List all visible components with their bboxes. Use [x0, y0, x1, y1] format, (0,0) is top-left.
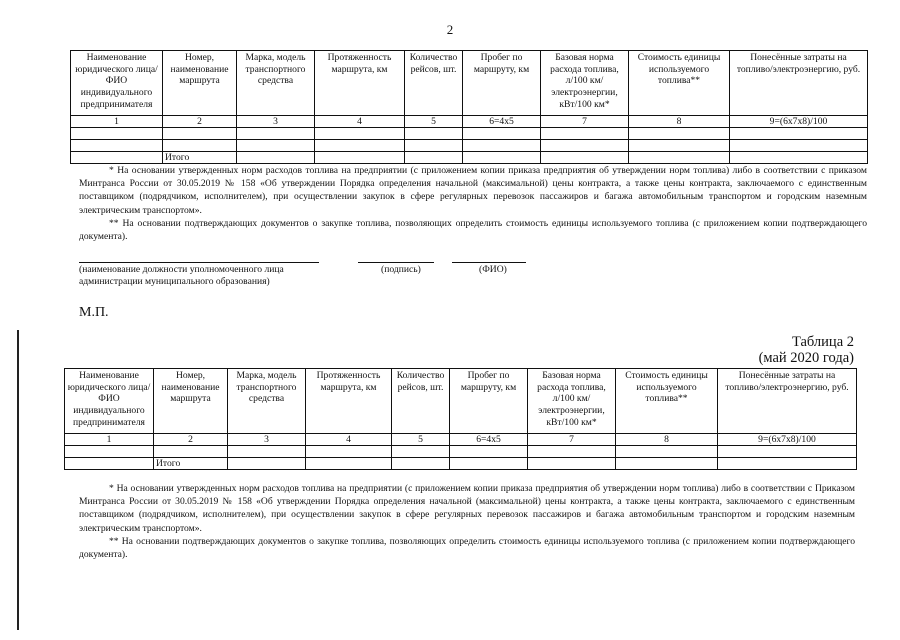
column-number: 7 [541, 116, 629, 128]
table-row [71, 140, 868, 152]
column-header: Номер, наименование маршрута [163, 51, 237, 116]
table-cell [65, 446, 154, 458]
column-header: Количество рейсов, шт. [392, 369, 450, 434]
table-cell [71, 128, 163, 140]
table-cell [463, 128, 541, 140]
position-caption: (наименование должности уполномоченного лица администрации муниципального образования) [79, 264, 284, 287]
position-signature-line [79, 262, 319, 263]
footnote-fuel-cost: ** На основании подтверждающих документов о закупке топлива, позволяющих определить стоимость единицы используемого топлива (с приложением копии подтверждающего документа). [79, 217, 867, 243]
table-cell [237, 140, 315, 152]
table-cell [528, 458, 616, 470]
column-header: Наименование юридического лица/ФИО индивидуального предпринимателя [71, 51, 163, 116]
column-header: Базовая норма расхода топлива, л/100 км/электроэнергии, кВт/100 км* [541, 51, 629, 116]
name-signature-line [452, 262, 526, 263]
column-number: 2 [154, 434, 228, 446]
table-cell [228, 446, 306, 458]
table-2-period: (май 2020 года) [758, 350, 854, 366]
name-caption: (ФИО) [479, 264, 507, 275]
column-number-row [71, 116, 868, 128]
table-cell [405, 128, 463, 140]
footnote-fuel-cost: ** На основании подтверждающих документов о закупке топлива, позволяющих определить стоимость единицы используемого топлива (с приложением копии подтверждающего документа). [79, 535, 855, 561]
table-cell [71, 152, 163, 164]
table-cell [730, 140, 868, 152]
fuel-cost-table-2 [64, 368, 857, 470]
table-2-title: Таблица 2 [791, 334, 854, 350]
table-cell [392, 446, 450, 458]
footnote-fuel-norms: * На основании утвержденных норм расходов топлива на предприятии (с приложением копии приказа предприятия об утверждении норм топлива) либо в соответствии с Приказом Минтранса России от 30.05.2019 № 158 «Об утверждении Порядка определения начальной (максимальной) цены контракта, а также цены контракта, заключаемого с единственным поставщиком (подрядчиком, исполнителем), при осуществлении закупок в сфере регулярных перевозок пассажиров и багажа автомобильным транспортом и городским наземным электрическим транспортом». [79, 483, 855, 534]
table-cell [718, 446, 857, 458]
table-cell [65, 458, 154, 470]
column-number: 4 [306, 434, 392, 446]
table-cell [450, 446, 528, 458]
column-header: Стоимость единицы используемого топлива** [616, 369, 718, 434]
table-cell [541, 140, 629, 152]
total-row [65, 458, 857, 470]
stamp-label: М.П. [79, 305, 109, 320]
table-cell [237, 152, 315, 164]
page-number: 2 [446, 22, 454, 37]
total-label: Итого [163, 152, 237, 164]
table-cell [405, 140, 463, 152]
column-number: 8 [629, 116, 730, 128]
table-cell [463, 140, 541, 152]
column-number: 1 [65, 434, 154, 446]
column-number: 1 [71, 116, 163, 128]
table-cell [528, 446, 616, 458]
table-cell [629, 140, 730, 152]
table-cell [306, 446, 392, 458]
table-cell [392, 458, 450, 470]
table-cell [315, 152, 405, 164]
table-cell [718, 458, 857, 470]
table-cell [163, 140, 237, 152]
table-row [71, 128, 868, 140]
table-cell [405, 152, 463, 164]
sign-signature-line [358, 262, 434, 263]
column-number: 9=(6x7x8)/100 [718, 434, 857, 446]
table-cell [315, 128, 405, 140]
table-cell [71, 140, 163, 152]
table-cell [163, 128, 237, 140]
table-cell [541, 152, 629, 164]
column-header: Понесённые затраты на топливо/электроэнергию, руб. [718, 369, 857, 434]
table-cell [730, 128, 868, 140]
table-cell [306, 458, 392, 470]
column-number: 5 [405, 116, 463, 128]
table-cell [154, 446, 228, 458]
column-number: 7 [528, 434, 616, 446]
table-2-heading [759, 334, 854, 366]
table-cell [616, 446, 718, 458]
column-header: Протяженность маршрута, км [315, 51, 405, 116]
column-header: Наименование юридического лица/ФИО индивидуального предпринимателя [65, 369, 154, 434]
table-header-row [65, 369, 857, 434]
column-number: 9=(6x7x8)/100 [730, 116, 868, 128]
column-number: 3 [237, 116, 315, 128]
footnotes-1 [79, 164, 867, 243]
column-header: Пробег по маршруту, км [463, 51, 541, 116]
table-cell [629, 152, 730, 164]
column-number: 6=4x5 [450, 434, 528, 446]
column-number: 3 [228, 434, 306, 446]
total-row [71, 152, 868, 164]
column-header: Марка, модель транспортного средства [228, 369, 306, 434]
column-header: Стоимость единицы используемого топлива** [629, 51, 730, 116]
footnotes-2 [79, 482, 855, 561]
table-cell [616, 458, 718, 470]
table-row [65, 446, 857, 458]
table-header-row [71, 51, 868, 116]
column-header: Количество рейсов, шт. [405, 51, 463, 116]
table-cell [450, 458, 528, 470]
column-header: Протяженность маршрута, км [306, 369, 392, 434]
footnote-fuel-norms: * На основании утвержденных норм расходов топлива на предприятии (с приложением копии приказа предприятия об утверждении норм топлива) либо в соответствии с приказом Минтранса России от 30.05.2019 № 158 «Об утверждении Порядка определения начальной (максимальной) цены контракта, а также цены контракта, заключаемого с единственным поставщиком (подрядчиком, исполнителем), при осуществлении закупок в сфере регулярных перевозок пассажиров и багажа автомобильным транспортом и городским наземным электрическим транспортом». [79, 165, 867, 216]
column-header: Пробег по маршруту, км [450, 369, 528, 434]
column-number: 6=4x5 [463, 116, 541, 128]
table-cell [315, 140, 405, 152]
column-header: Марка, модель транспортного средства [237, 51, 315, 116]
table-cell [730, 152, 868, 164]
column-header: Номер, наименование маршрута [154, 369, 228, 434]
column-number: 5 [392, 434, 450, 446]
scan-margin-line [17, 330, 19, 630]
table-cell [228, 458, 306, 470]
table-cell [541, 128, 629, 140]
column-number: 4 [315, 116, 405, 128]
column-number: 2 [163, 116, 237, 128]
column-number: 8 [616, 434, 718, 446]
table-cell [237, 128, 315, 140]
column-header: Понесённые затраты на топливо/электроэнергию, руб. [730, 51, 868, 116]
sign-caption: (подпись) [381, 264, 421, 275]
column-number-row [65, 434, 857, 446]
fuel-cost-table-1 [70, 50, 868, 164]
total-label: Итого [154, 458, 228, 470]
table-cell [629, 128, 730, 140]
column-header: Базовая норма расхода топлива, л/100 км/электроэнергии, кВт/100 км* [528, 369, 616, 434]
table-cell [463, 152, 541, 164]
